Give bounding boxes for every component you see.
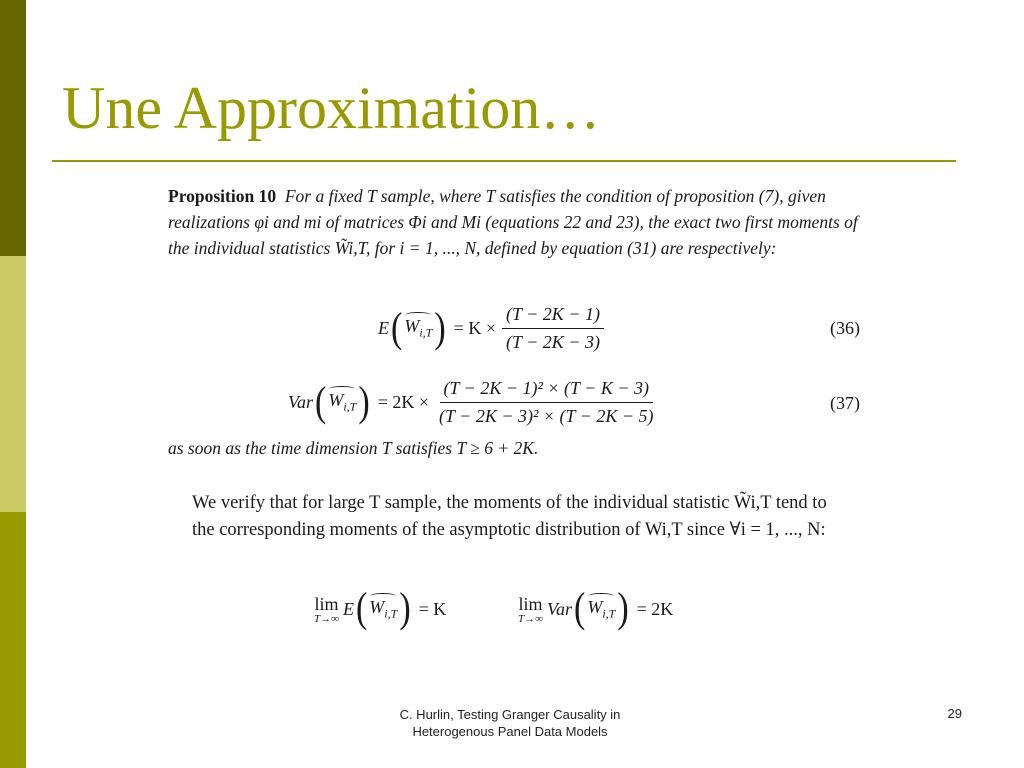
limit2-op: Var [546,598,572,619]
side-bar-top [0,0,26,256]
title-divider [52,160,956,162]
eq37-number: (37) [830,393,860,413]
equation-36: E ( $W_{i,T}$ ) = K × $\frac{(T - 2K - 1)}{(T - 2K - 3)}$ [378,304,610,353]
proposition-block [168,183,868,261]
footer-citation [360,706,660,740]
eq36-numerator: (T − 2K − 1) [502,304,604,329]
footer-line-1: C. Hurlin, Testing Granger Causality in [399,707,621,722]
limit-variance: lim T→∞ Var ( $W_{i,T}$ ) = 2K [518,585,674,632]
eq36-number: (36) [830,318,860,338]
limit1-w: $W_{i,T}$ [369,596,398,621]
eq36-lhs: E [378,318,389,338]
side-bar-middle [0,256,26,512]
eq36-denominator: (T − 2K − 3) [505,332,600,352]
equation-37: Var ( $W_{i,T}$ ) = 2K × $\frac{\text{(T − 2K − 1)² × (T − K − 3)}}{\text{(T − 2K − 3)² × (T − 2K − 5)}}$ [288,378,664,427]
side-bar-bottom [0,512,26,768]
eq37-mid: = 2K × [377,392,429,412]
eq37-numerator: (T − 2K − 1)² × (T − K − 3) [440,378,654,403]
limit-operator-2: lim T→∞ [518,593,543,625]
eq37-fraction [435,378,658,427]
limit2-w: $W_{i,T}$ [587,596,616,621]
limit-expectation: lim T→∞ E ( $W_{i,T}$ ) = K [314,585,447,632]
verify-paragraph: We verify that for large T sample, the moments of the individual statistic W̃i,T tend to the corresponding moments of the asymptotic distribution of Wi,T since ∀i = 1, ..., N: [192,493,827,540]
page-number: 29 [947,706,962,721]
eq36-w: $W_{i,T}$ [404,316,433,340]
eq37-denominator: (T − 2K − 3)² × (T − 2K − 5) [439,406,654,426]
proposition-lead: Proposition 10 [168,186,277,206]
limit2-rhs: = 2K [636,598,674,619]
eq37-lhs: Var [288,392,314,412]
slide-title: Une Approximation… [62,75,601,141]
limit1-op: E [342,598,354,619]
limit-operator-1: lim T→∞ [314,593,339,625]
limit1-rhs: = K [418,598,447,619]
condition-text: as soon as the time dimension T satisfies T ≥ 6 + 2K. [168,438,539,458]
eq36-mid: = K × [453,318,496,338]
eq36-fraction [502,304,604,353]
proposition-text: For a fixed T sample, where T satisfies the condition of proposition (7), given realizations φi and mi of matrices Φi and Mi (equations 22 and 23), the exact two first moments of the individual statistics W̃i,T, for i = 1, ..., N, defined by equation (31) are respectively: [168,186,858,258]
eq37-w: $W_{i,T}$ [328,390,357,414]
footer-line-2: Heterogenous Panel Data Models [412,724,608,739]
